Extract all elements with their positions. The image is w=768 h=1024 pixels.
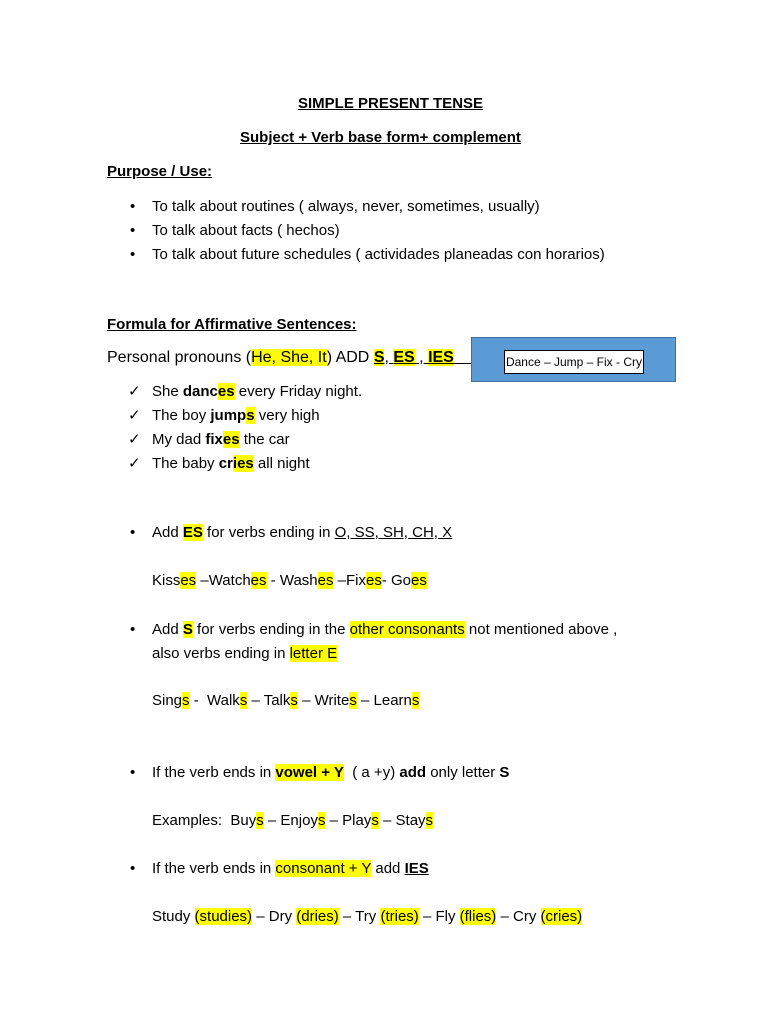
ending-es: ES (393, 349, 415, 366)
rule-endings-list: O, SS, SH, CH, X (334, 524, 453, 541)
verb-suffix: s (182, 692, 190, 709)
verb-form: (tries) (380, 908, 419, 925)
pronouns-highlight: He, She, It (251, 349, 327, 366)
rule-text: Add (152, 621, 183, 638)
example-sentence (152, 406, 320, 426)
verb-word: Write (314, 692, 350, 709)
sentence-end: all night (253, 455, 310, 472)
rule-s-line2 (152, 644, 337, 664)
separator: – (333, 572, 346, 589)
verb-suffix: s (239, 692, 248, 709)
rule-text: ( a +y) (343, 764, 400, 781)
rule-text: add (371, 860, 405, 877)
verb-word: Fix (346, 572, 366, 589)
rule-bold: S (499, 764, 510, 781)
verb-form: (flies) (459, 908, 497, 925)
separator: – (356, 692, 374, 709)
underline-trail (454, 349, 472, 366)
rule-ending: IES (404, 860, 429, 877)
rule-text: If the verb ends in (152, 860, 276, 877)
verb-stem: cr (218, 455, 233, 472)
verb-suffix: s (256, 812, 264, 829)
verb-suffix: es (317, 572, 334, 589)
rule-highlight: other consonants (349, 621, 465, 638)
verb-suffix: s (411, 692, 420, 709)
rule-es-words (152, 571, 427, 591)
separator: – (196, 572, 209, 589)
verb-word: Watch (208, 572, 251, 589)
purpose-heading: Purpose / Use: (107, 163, 213, 180)
verb-word: Fly (435, 908, 460, 925)
rule-highlight: letter E (289, 645, 338, 662)
separator: – (297, 692, 315, 709)
verb-word: Study (152, 908, 195, 925)
verb-suffix: s (425, 812, 434, 829)
rule-text: not mentioned above , (464, 621, 618, 638)
separator: - (189, 692, 208, 709)
sentence-start: My dad (152, 431, 206, 448)
verb-suffix: es (411, 572, 427, 589)
examples-label: Examples: (152, 812, 231, 829)
separator: – (378, 812, 396, 829)
rule-s (152, 620, 617, 640)
sentence-start: She (152, 383, 183, 400)
verb-word: Learn (373, 692, 412, 709)
separator: – (263, 812, 281, 829)
purpose-item: • To talk about facts ( hechos) (152, 221, 340, 241)
rule-ending: ES (182, 524, 203, 541)
structure-formula: Subject + Verb base form+ complement (240, 129, 521, 146)
separator: – (418, 908, 436, 925)
verb-word: Kiss (152, 572, 181, 589)
rule-consonant-y-words (152, 907, 582, 927)
rule-es (152, 523, 452, 543)
verb-word: Wash (279, 572, 318, 589)
separator: , (384, 349, 394, 366)
purpose-item: • To talk about routines ( always, never, sometimes, usually) (152, 197, 540, 217)
separator: – (325, 812, 343, 829)
verb-form: (studies) (194, 908, 253, 925)
example-sentence (152, 454, 310, 474)
rule-vowel-y (152, 763, 509, 783)
separator: - (381, 572, 392, 589)
verb-stem: fix (205, 431, 223, 448)
rule-text: for verbs ending in the (192, 621, 350, 638)
verb-suffix: s (290, 692, 298, 709)
formula-heading: Formula for Affirmative Sentences: (107, 316, 357, 333)
verb-suffix: s (371, 812, 379, 829)
verb-word: Dry (268, 908, 297, 925)
separator: - (266, 572, 280, 589)
separator: – (252, 908, 269, 925)
pronouns-suffix: ) ADD (326, 349, 374, 366)
separator: – (496, 908, 513, 925)
verb-form: (dries) (296, 908, 339, 925)
rule-ending: S (182, 621, 193, 638)
verb-ending: es (217, 383, 235, 400)
pronouns-prefix: Personal pronouns ( (107, 349, 252, 366)
verb-ending: ies (232, 455, 254, 472)
rule-text: for verbs ending in (202, 524, 335, 541)
verb-word: Sing (152, 692, 183, 709)
verb-suffix: es (366, 572, 382, 589)
example-sentence (152, 382, 362, 402)
purpose-item: • To talk about future schedules ( actividades planeadas con horarios) (152, 245, 605, 265)
example-verbs-label: Dance – Jump – Fix - Cry (504, 350, 644, 374)
verb-suffix: es (180, 572, 197, 589)
rule-text: only letter (426, 764, 500, 781)
rule-text: Add (152, 524, 183, 541)
ending-ies: IES (428, 349, 454, 366)
verb-word: Buy (230, 812, 257, 829)
separator: – (338, 908, 356, 925)
verb-word: Walk (207, 692, 240, 709)
separator: – (247, 692, 264, 709)
verb-word: Enjoy (280, 812, 318, 829)
verb-suffix: s (349, 692, 357, 709)
rule-text: also verbs ending in (152, 645, 290, 662)
sentence-end: very high (254, 407, 320, 424)
rule-highlight: vowel + Y (275, 764, 344, 781)
separator: , (414, 349, 429, 366)
verb-suffix: s (317, 812, 326, 829)
verb-ending: s (246, 407, 255, 424)
example-verbs-box (471, 337, 676, 382)
verb-stem: jump (210, 407, 247, 424)
rule-s-words (152, 691, 419, 711)
sentence-start: The baby (152, 455, 219, 472)
verb-word: Play (342, 812, 372, 829)
sentence-start: The boy (152, 407, 211, 424)
verb-stem: danc (182, 383, 218, 400)
ending-s: S (373, 349, 385, 366)
rule-consonant-y (152, 859, 429, 879)
rule-text: If the verb ends in (152, 764, 276, 781)
verb-word: Talk (263, 692, 291, 709)
verb-word: Go (391, 572, 412, 589)
verb-word: Cry (513, 908, 541, 925)
rule-bold: add (399, 764, 427, 781)
verb-ending: es (222, 431, 240, 448)
pronouns-line (107, 348, 472, 368)
page-title: SIMPLE PRESENT TENSE (298, 95, 484, 112)
verb-word: Stay (395, 812, 426, 829)
verb-form: (cries) (540, 908, 583, 925)
rule-highlight: consonant + Y (275, 860, 372, 877)
rule-vowel-y-words (152, 811, 433, 831)
sentence-end: every Friday night. (234, 383, 363, 400)
verb-suffix: es (250, 572, 267, 589)
verb-word: Try (355, 908, 381, 925)
sentence-end: the car (239, 431, 290, 448)
example-sentence (152, 430, 290, 450)
